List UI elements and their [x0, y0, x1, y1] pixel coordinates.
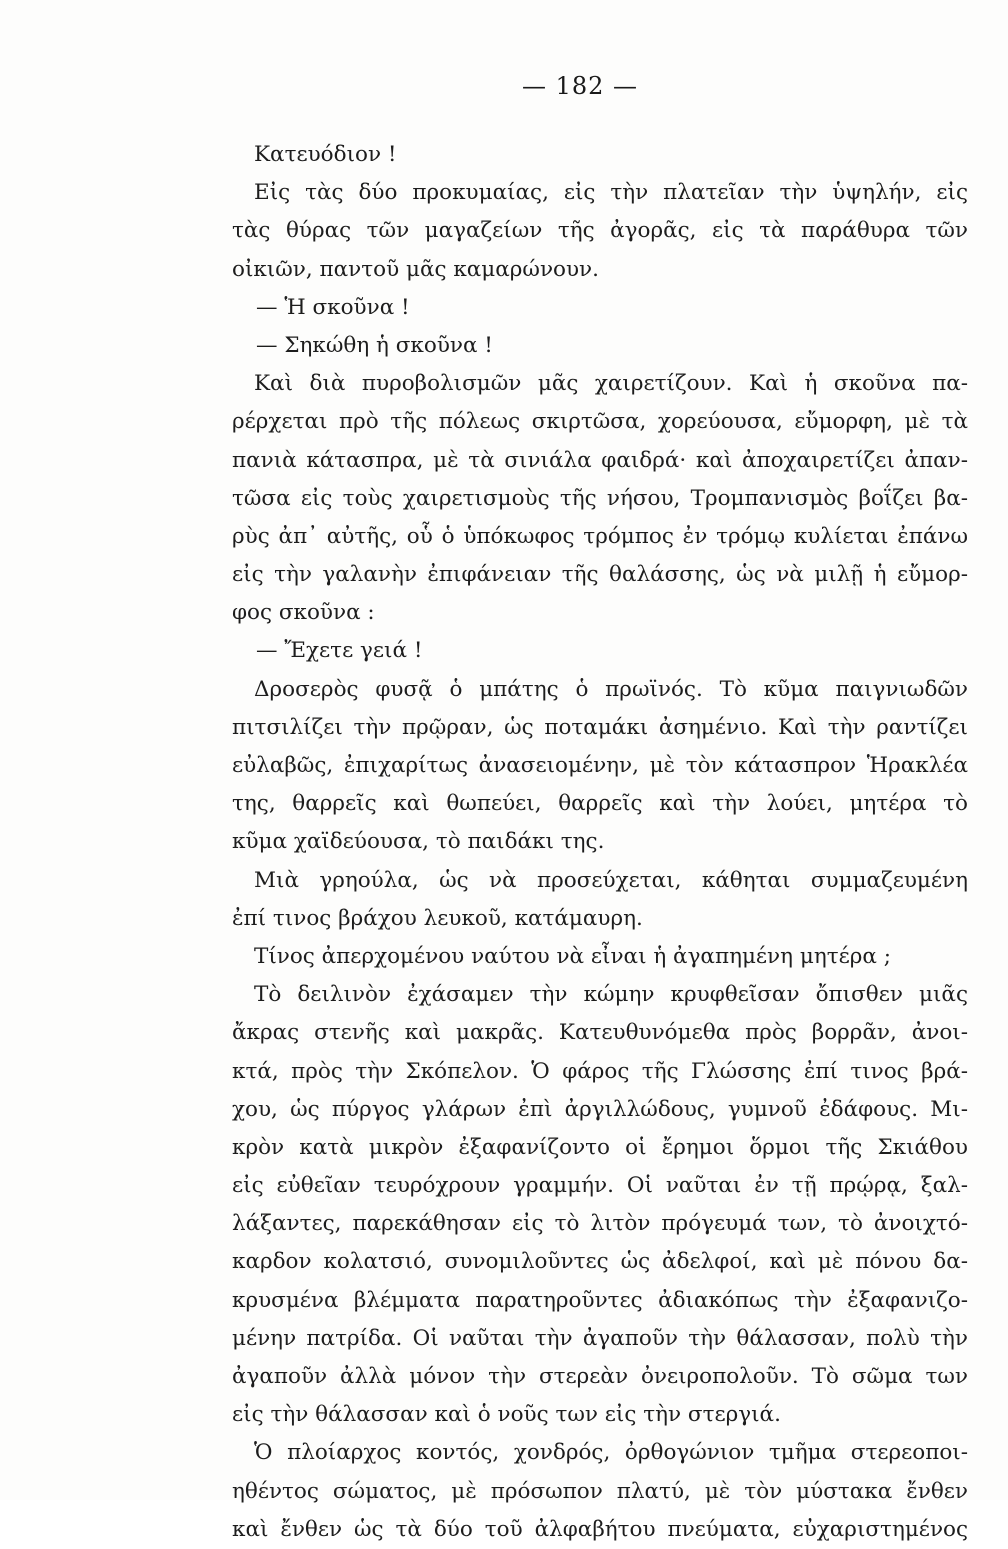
text-line [232, 1014, 968, 1052]
text-line-content: χου, ὡς πύργος γλάρων ἐπὶ ἀργιλλώδους, γυμνοῦ ἐδάφους. Μι- [232, 1096, 968, 1122]
text-line [232, 671, 968, 709]
text-line [232, 632, 968, 670]
text-line-content: ἐπί τινος βράχου λευκοῦ, κατάμαυρη. [232, 905, 643, 931]
text-line-content: κρὸν κατὰ μικρὸν ἐξαφανίζοντο οἱ ἔρημοι ὅρμοι τῆς Σκιάθου [232, 1134, 968, 1160]
text-line-content: κῦμα χαϊδεύουσα, τὸ παιδάκι της. [232, 829, 605, 855]
text-line [232, 289, 968, 327]
text-line [232, 862, 968, 900]
text-line [232, 938, 968, 976]
text-line [232, 976, 968, 1014]
text-line [232, 900, 968, 938]
text-line-content: Τὸ δειλινὸν ἐχάσαμεν τὴν κώμην κρυφθεῖσαν ὄπισθεν μιᾶς [254, 982, 968, 1008]
text-line [232, 1053, 968, 1091]
text-line [232, 1511, 968, 1549]
text-line [232, 785, 968, 823]
text-line [232, 1091, 968, 1129]
text-line-content: Τίνος ἀπερχομένου ναύτου νὰ εἶναι ἡ ἀγαπημένη μητέρα ; [254, 943, 891, 969]
text-line-content: κτά, πρὸς τὴν Σκόπελον. Ὁ φάρος τῆς Γλώσσης ἐπί τινος βρά- [232, 1058, 968, 1084]
text-line [232, 594, 968, 632]
text-line [232, 1434, 968, 1472]
text-line [232, 556, 968, 594]
text-line [232, 251, 968, 289]
text-line-content: καὶ ἔνθεν ὡς τὰ δύο τοῦ ἀλφαβήτου πνεύματα, εὐχαριστημένος [232, 1516, 968, 1542]
text-line-content: Δροσερὸς φυσᾷ ὁ μπάτης ὁ πρωϊνός. Τὸ κῦμα παιγνιωδῶν [254, 676, 968, 702]
page-number: — 182 — [521, 72, 639, 100]
text-line-content: ρὺς ἀπ᾽ αὐτῆς, οὗ ὁ ὑπόκωφος τρόμπος ἐν τρόμῳ κυλίεται ἐπάνω [232, 523, 968, 549]
body-text [232, 136, 968, 1549]
text-line [232, 823, 968, 861]
text-line [232, 1129, 968, 1167]
text-line [232, 365, 968, 403]
text-line-content: Ὁ πλοίαρχος κοντός, χονδρός, ὀρθογώνιον τμῆμα στερεοποι- [254, 1440, 968, 1466]
text-line-content: ἀγαποῦν ἀλλὰ μόνον τὴν στερεὰν ὀνειροπολοῦν. Τὸ σῶμα των [232, 1364, 968, 1389]
text-line [232, 1205, 968, 1243]
text-line-content: ἄκρας στενῆς καὶ μακρᾶς. Κατευθυνόμεθα πρὸς βορρᾶν, ἀνοι- [232, 1020, 968, 1046]
text-line-content: φος σκοῦνα : [232, 600, 375, 626]
text-line [232, 1473, 968, 1511]
text-line-content: — Ἔχετε γειά ! [256, 638, 423, 664]
text-line-content: ρέρχεται πρὸ τῆς πόλεως σκιρτῶσα, χορεύουσα, εὔμορφη, μὲ τὰ [232, 409, 968, 435]
text-line [232, 403, 968, 441]
text-line-content: πιτσιλίζει τὴν πρῷραν, ὡς ποταμάκι ἀσημένιο. Καὶ τὴν ραντίζει [232, 714, 968, 740]
text-line-content: — Σηκώθη ἡ σκοῦνα ! [256, 332, 493, 358]
text-line [232, 212, 968, 250]
text-line [232, 1396, 968, 1434]
text-line-content: τὰς θύρας τῶν μαγαζείων τῆς ἀγορᾶς, εἰς τὰ παράθυρα τῶν [232, 218, 968, 244]
text-line [232, 174, 968, 212]
text-line-content: — Ἡ σκοῦνα ! [256, 294, 410, 320]
text-line [232, 1243, 968, 1281]
text-line [232, 1358, 968, 1396]
text-line [232, 480, 968, 518]
text-line-content: οἰκιῶν, παντοῦ μᾶς καμαρώνουν. [232, 256, 599, 282]
text-line [232, 518, 968, 556]
text-line-content: εἰς εὐθεῖαν τευρόχρουν γραμμήν. Οἱ ναῦται ἐν τῇ πρῴρᾳ, ξαλ- [232, 1173, 968, 1199]
text-line-content: καρδον κολατσιό, συνομιλοῦντες ὡς ἀδελφοί, καὶ μὲ πόνου δα- [232, 1249, 968, 1275]
text-line [232, 1167, 968, 1205]
text-line-content: της, θαρρεῖς καὶ θωπεύει, θαρρεῖς καὶ τὴν λούει, μητέρα τὸ [232, 791, 968, 817]
text-line-content: εὐλαβῶς, ἐπιχαρίτως ἀνασειομένην, μὲ τὸν κάτασπρον Ἡρακλέα [232, 753, 968, 778]
text-line-content: τῶσα εἰς τοὺς χαιρετισμοὺς τῆς νήσου, Τρομπανισμὸς βοΐζει βα- [232, 485, 968, 511]
text-line [232, 1320, 968, 1358]
text-line-content: Κατευόδιον ! [254, 142, 397, 167]
text-line [232, 709, 968, 747]
text-line [232, 327, 968, 365]
text-line-content: ηθέντος σώματος, μὲ πρόσωπον πλατύ, μὲ τὸν μύστακα ἔνθεν [232, 1478, 968, 1504]
text-line-content: Μιὰ γρηούλα, ὡς νὰ προσεύχεται, κάθηται συμμαζευμένη [254, 867, 968, 893]
text-line [232, 1282, 968, 1320]
text-line-content: Καὶ διὰ πυροβολισμῶν μᾶς χαιρετίζουν. Καὶ ἡ σκοῦνα πα- [254, 371, 968, 397]
text-line-content: Εἰς τὰς δύο προκυμαίας, εἰς τὴν πλατεῖαν τὴν ὑψηλήν, εἰς [254, 180, 968, 206]
text-line-content: μένην πατρίδα. Οἱ ναῦται τὴν ἀγαποῦν τὴν θάλασσαν, πολὺ τὴν [232, 1325, 968, 1351]
text-line-content: εἰς τὴν θάλασσαν καὶ ὁ νοῦς των εἰς τὴν στεργιά. [232, 1402, 781, 1428]
text-line-content: πανιὰ κάτασπρα, μὲ τὰ σινιάλα φαιδρά· καὶ ἀποχαιρετίζει ἀπαν- [232, 447, 968, 473]
text-line [232, 442, 968, 480]
text-line [232, 747, 968, 785]
text-line-content: κρυσμένα βλέμματα παρατηροῦντες ἀδιακόπως τὴν ἐξαφανιζο- [232, 1287, 968, 1313]
text-line [232, 136, 968, 174]
text-line-content: εἰς τὴν γαλανὴν ἐπιφάνειαν τῆς θαλάσσης, ὡς νὰ μιλῇ ἡ εὔμορ- [232, 562, 968, 588]
text-line-content: λάξαντες, παρεκάθησαν εἰς τὸ λιτὸν πρόγευμά των, τὸ ἀνοιχτό- [232, 1211, 968, 1237]
